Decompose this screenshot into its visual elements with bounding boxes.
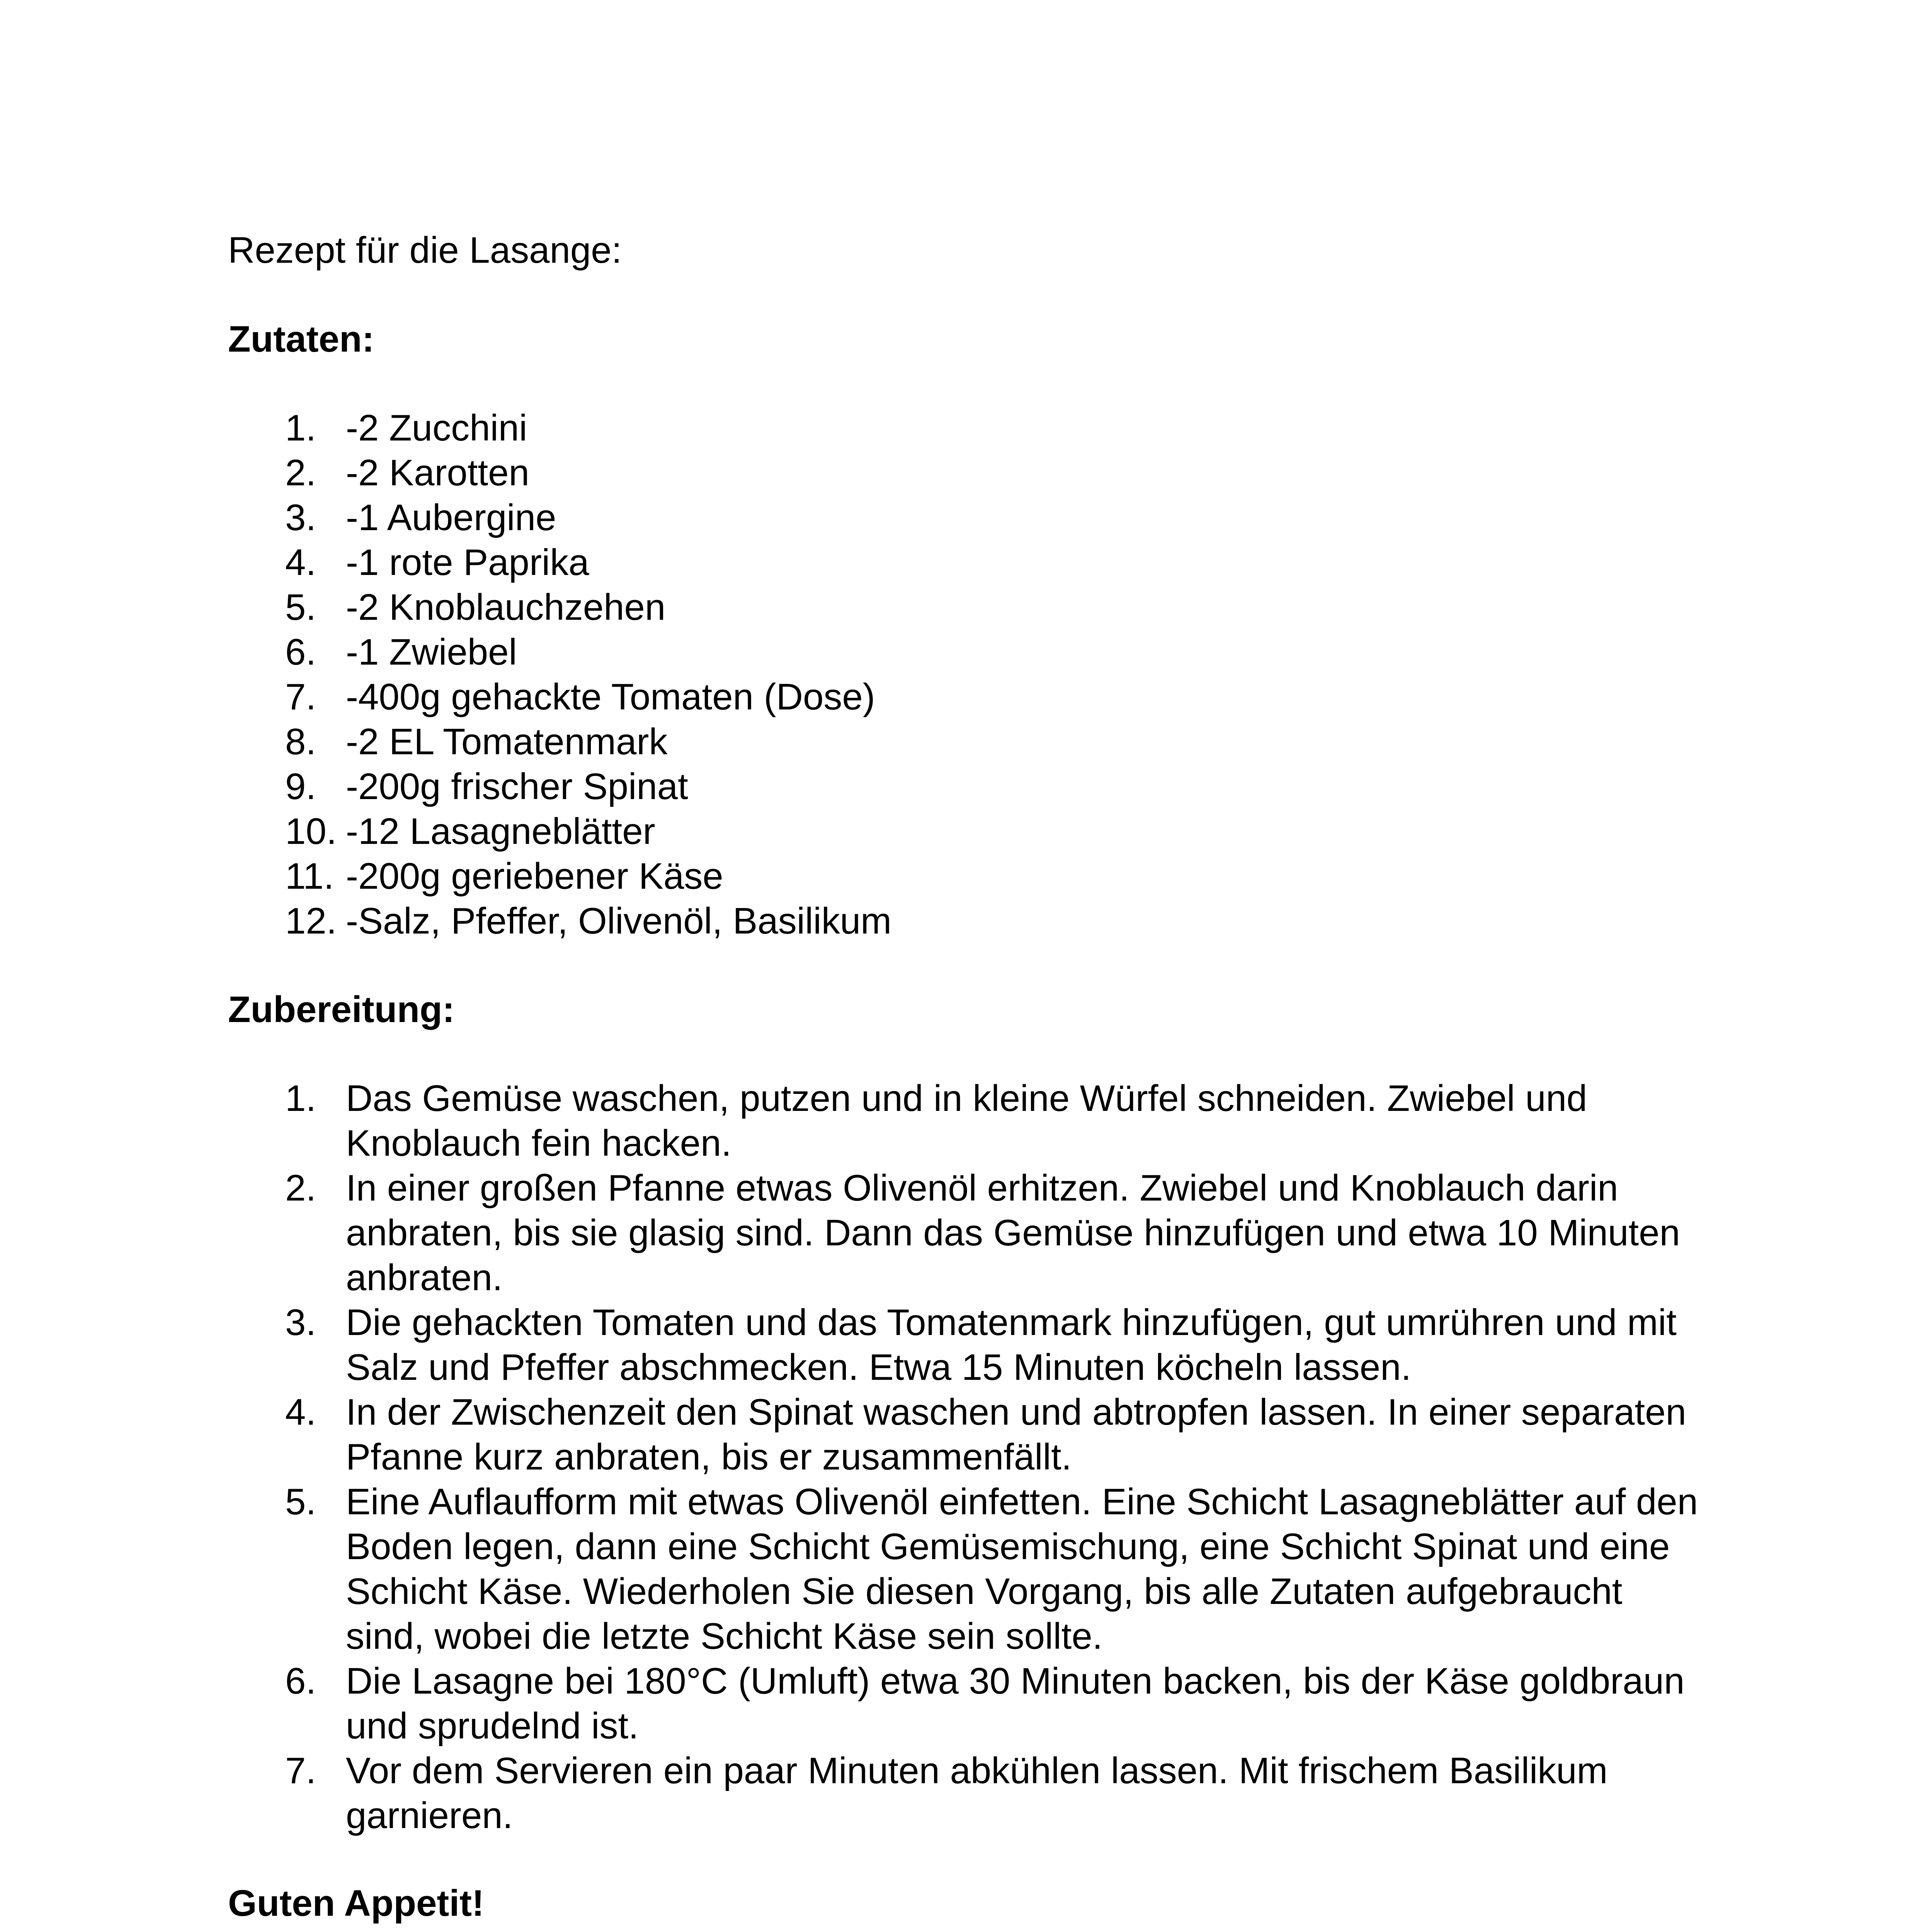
ingredient-text: -1 Zwiebel	[346, 631, 517, 673]
ingredient-text: -12 Lasagneblätter	[346, 811, 655, 852]
ingredient-text: -1 rote Paprika	[346, 542, 589, 583]
ingredient-text: -2 Karotten	[346, 452, 529, 493]
list-number: 4.	[285, 542, 316, 583]
list-item	[228, 495, 1696, 540]
list-number: 9.	[285, 766, 316, 807]
list-item	[228, 1748, 1696, 1838]
ingredient-text: -200g frischer Spinat	[346, 766, 688, 807]
list-number: 1.	[285, 407, 316, 449]
list-number: 7.	[285, 676, 316, 718]
list-number: 5.	[285, 1481, 316, 1522]
list-item	[228, 719, 1696, 764]
ingredient-text: -2 EL Tomatenmark	[346, 721, 668, 762]
ingredients-list	[228, 406, 1696, 944]
recipe-intro: Rezept für die Lasange:	[228, 230, 622, 271]
list-item	[228, 764, 1696, 809]
list-item	[228, 540, 1696, 585]
list-item	[228, 809, 1696, 854]
step-text: Eine Auflaufform mit etwas Olivenöl einfetten. Eine Schicht Lasagneblätter auf den Boden legen, dann eine Schicht Gemüsemischung, eine Schicht Spinat und eine Schicht Käse. Wiederholen Sie diesen Vorgang, bis alle Zutaten aufgebraucht sind, wobei die letzte Schicht Käse sein sollte.	[346, 1481, 1698, 1657]
list-number: 8.	[285, 721, 316, 762]
step-text: Die Lasagne bei 180°C (Umluft) etwa 30 Minuten backen, bis der Käse goldbraun und sprudelnd ist.	[346, 1660, 1685, 1747]
list-number: 12.	[285, 900, 337, 942]
list-item	[228, 451, 1696, 495]
preparation-steps-list	[228, 1076, 1696, 1838]
list-item	[228, 675, 1696, 719]
list-item	[228, 630, 1696, 675]
step-text: In einer großen Pfanne etwas Olivenöl erhitzen. Zwiebel und Knoblauch darin anbraten, bis sie glasig sind. Dann das Gemüse hinzufügen und etwa 10 Minuten anbraten.	[346, 1167, 1680, 1298]
list-item	[228, 854, 1696, 899]
closing-text: Guten Appetit!	[228, 1883, 484, 1924]
list-item	[228, 1300, 1696, 1390]
ingredient-text: -200g geriebener Käse	[346, 855, 723, 897]
ingredient-text: -400g gehackte Tomaten (Dose)	[346, 676, 875, 718]
ingredient-text: -Salz, Pfeffer, Olivenöl, Basilikum	[346, 900, 892, 942]
list-number: 7.	[285, 1750, 316, 1791]
list-item	[228, 1480, 1696, 1659]
step-text: In der Zwischenzeit den Spinat waschen und abtropfen lassen. In einer separaten Pfanne kurz anbraten, bis er zusammenfällt.	[346, 1391, 1686, 1478]
list-item	[228, 899, 1696, 944]
list-item	[228, 1659, 1696, 1748]
list-item	[228, 1390, 1696, 1480]
step-text: Die gehackten Tomaten und das Tomatenmark hinzufügen, gut umrühren und mit Salz und Pfeffer abschmecken. Etwa 15 Minuten köcheln lassen.	[346, 1302, 1677, 1388]
step-text: Das Gemüse waschen, putzen und in kleine Würfel schneiden. Zwiebel und Knoblauch fein hacken.	[346, 1078, 1587, 1164]
list-number: 2.	[285, 452, 316, 493]
list-item	[228, 585, 1696, 630]
list-number: 4.	[285, 1391, 316, 1433]
list-number: 6.	[285, 631, 316, 673]
list-number: 5.	[285, 587, 316, 628]
list-number: 2.	[285, 1167, 316, 1209]
list-number: 1.	[285, 1078, 316, 1119]
list-item	[228, 406, 1696, 451]
list-number: 3.	[285, 1302, 316, 1343]
list-number: 3.	[285, 497, 316, 538]
list-number: 10.	[285, 811, 337, 852]
ingredients-heading: Zutaten:	[228, 318, 374, 360]
list-item	[228, 1076, 1696, 1166]
ingredient-text: -2 Knoblauchzehen	[346, 587, 666, 628]
ingredient-text: -1 Aubergine	[346, 497, 556, 538]
preparation-heading: Zubereitung:	[228, 989, 455, 1030]
list-number: 6.	[285, 1660, 316, 1702]
list-number: 11.	[285, 855, 334, 897]
step-text: Vor dem Servieren ein paar Minuten abkühlen lassen. Mit frischem Basilikum garnieren.	[346, 1750, 1608, 1836]
list-item	[228, 1166, 1696, 1300]
ingredient-text: -2 Zucchini	[346, 407, 527, 449]
